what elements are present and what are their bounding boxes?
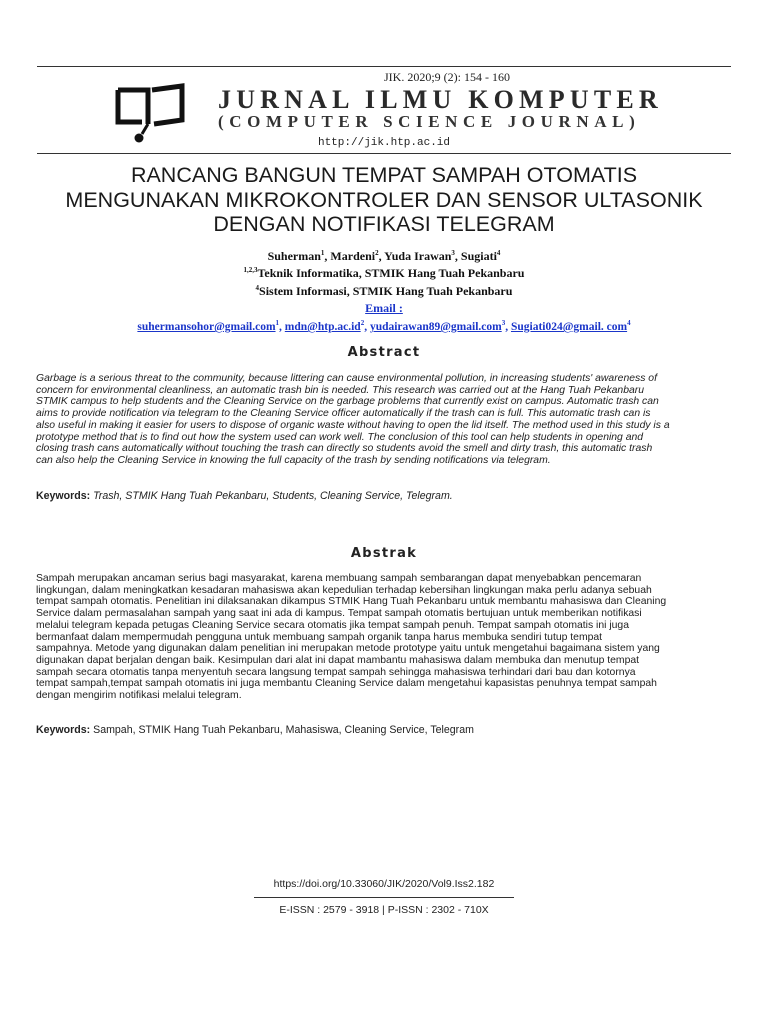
abstrak-heading: Abstrak bbox=[350, 546, 418, 561]
abstract-line: aims to provide notification via telegram to the Cleaning Service officer automatically if the trash can is full. This automatic trash can is bbox=[36, 408, 651, 420]
abstract-line: also useful in making it easier for users to dispose of organic waste without having to open the lid itself. The method used in this study is a bbox=[36, 419, 670, 431]
abstract-line: Garbage is a serious threat to the community, because littering can cause environmental pollution, in increasing students' awareness of bbox=[36, 373, 657, 384]
paper-title bbox=[0, 163, 768, 237]
top-rule bbox=[37, 66, 731, 67]
abstrak-body bbox=[36, 573, 732, 702]
affiliation-1 bbox=[0, 266, 768, 281]
email-heading bbox=[0, 301, 768, 316]
email-superscript: 2 bbox=[360, 319, 365, 327]
author-superscript: 2 bbox=[375, 249, 379, 257]
journal-logo-icon bbox=[112, 80, 188, 144]
keywords-label: Keywords: bbox=[36, 724, 91, 736]
abstract-body bbox=[36, 373, 732, 467]
keywords-text: Sampah, STMIK Hang Tuah Pekanbaru, Mahasiswa, Cleaning Service, Telegram bbox=[93, 724, 474, 736]
abstrak-line: lingkungan, dalam meningkatkan kesadaran mahasiswa akan kepedulian terhadap kebersihan lingkungan maka perlu adanya sebuah bbox=[36, 584, 652, 596]
abstrak-line: dengan mengirim notifikasi melalui telegram. bbox=[36, 690, 242, 702]
email-link[interactable]: yudairawan89@gmail.com bbox=[369, 320, 502, 333]
abstrak-line: melalui telegram kepada petugas Cleaning Service secara otomatis jika tempat sampah penuh. Tempat sampah otomatis ini juga bbox=[36, 619, 629, 631]
affiliation-superscript: 1,2,3 bbox=[243, 266, 258, 274]
abstract-line: STMIK campus to help students and the Cleaning Service on the garbage problems that currently exist on campus. Automatic trash can bbox=[36, 396, 659, 408]
email-label: Email : bbox=[365, 301, 403, 315]
email-link[interactable]: suhermansohor@gmail.com bbox=[137, 320, 276, 333]
abstract-heading: Abstract bbox=[347, 345, 421, 360]
journal-subtitle: (COMPUTER SCIENCE JOURNAL) bbox=[218, 112, 641, 131]
author-superscript: 3 bbox=[451, 249, 455, 257]
header-bottom-rule bbox=[37, 153, 731, 154]
author-list: Suherman$^1$, Mardeni$^2$, Yuda Irawan$^3$, Sugiati$^4$ bbox=[267, 249, 501, 263]
keywords-text: Trash, STMIK Hang Tuah Pekanbaru, Students, Cleaning Service, Telegram. bbox=[93, 490, 453, 502]
paper-title-line: DENGAN NOTIFIKASI TELEGRAM bbox=[213, 212, 555, 236]
affiliation-superscript: 4 bbox=[255, 284, 260, 292]
author-name: Sugiati bbox=[460, 249, 497, 263]
abstrak-line: digunakan dapat berjalan dengan baik. Kesimpulan dari alat ini dapat mambantu mahasiswa dalam membuka dan menutup tempat bbox=[36, 654, 640, 666]
issn-text: E-ISSN : 2579 - 3918 | P-ISSN : 2302 - 710X bbox=[279, 904, 489, 916]
keywords-label: Keywords: bbox=[36, 490, 91, 502]
email-superscript: 4 bbox=[627, 319, 631, 327]
abstrak-line: sampahnya. Metode yang digunakan dalam penelitian ini merupakan metode prototype yaitu untuk mengetahui bagaimana sistem yang bbox=[36, 643, 660, 655]
abstrak-line: Service dalam permasalahan sampah yang saat ini ada di kampus. Tempat sampah otomatis bertujuan untuk memberikan notifikasi bbox=[36, 608, 642, 620]
author-name: Yuda Irawan bbox=[384, 249, 452, 263]
abstract-line: concern for environmental cleanliness, an automatic trash bin is needed. This research was carried out at the Hang Tuah Pekanbaru bbox=[36, 384, 644, 396]
abstrak-keywords bbox=[36, 724, 474, 736]
email-superscript: 3 bbox=[501, 319, 506, 327]
abstract-line: can also help the Cleaning Service in knowing the full capacity of the trash by sending notifications via telegram. bbox=[36, 454, 551, 466]
journal-name: JURNAL ILMU KOMPUTER bbox=[218, 85, 663, 114]
paper-title-line: RANCANG BANGUN TEMPAT SAMPAH OTOMATIS bbox=[130, 163, 638, 187]
abstract-line: prototype method that is to find out how the system used can work well. The conclusion of this tool can help students in opening and bbox=[36, 431, 644, 443]
affiliation-text: Teknik Informatika, STMIK Hang Tuah Pekanbaru bbox=[257, 266, 525, 280]
abstrak-line: Sampah merupakan ancaman serius bagi masyarakat, karena membuang sampah sembarangan dapat menyebabkan pencemaran bbox=[36, 573, 642, 584]
author-name: Mardeni bbox=[330, 249, 376, 263]
author-superscript: 1 bbox=[320, 249, 325, 257]
doi-link[interactable]: https://doi.org/10.33060/JIK/2020/Vol9.Iss2.182 bbox=[273, 878, 495, 890]
abstrak-line: sampah secara otomatis tanpa menyentuh secara langsung tempat sampah sehingga mahasiswa terhindari dari bau dan kotornya bbox=[36, 666, 636, 678]
journal-citation: JIK. 2020;9 (2): 154 - 160 bbox=[384, 70, 510, 84]
email-superscript: 1 bbox=[275, 319, 280, 327]
email-link[interactable]: mdn@htp.ac.id bbox=[284, 320, 361, 333]
abstrak-line: tempat sampah,tempat sampah otomatis ini juga membantu Cleaning Service dalam mengetahui kapasistas penuhnya tempat sampah bbox=[36, 678, 657, 690]
author-superscript: 4 bbox=[496, 249, 501, 257]
abstrak-line: bermanfaat dalam mempermudah pengguna untuk membuang sampah organik tanpa harus membuka sendiri tutup tempat bbox=[36, 631, 603, 643]
journal-url[interactable]: http://jik.htp.ac.id bbox=[317, 137, 451, 149]
abstract-keywords bbox=[36, 490, 453, 502]
affiliation-text: Sistem Informasi, STMIK Hang Tuah Pekanbaru bbox=[259, 284, 513, 298]
abstrak-line: tempat sampah otomatis. Penelitian ini dilaksanakan dikampus STMIK Hang Tuah Pekanbaru untuk membantu mahasiswa dan Cleaning bbox=[36, 596, 667, 608]
paper-title-line: MENGUNAKAN MIKROKONTROLER DAN SENSOR ULTASONIK bbox=[65, 187, 703, 212]
abstract-line: closing trash cans automatically without touching the trash can directly so students avoid the smell and dirty trash, this automatic trash bbox=[36, 443, 653, 455]
author-name: Suherman bbox=[267, 249, 321, 263]
footer-rule bbox=[254, 897, 514, 898]
email-link[interactable]: Sugiati024@gmail. com bbox=[510, 320, 628, 333]
email-list: suhermansohor@gmail.com$^1$, $mdn@htp.ac.id^2$, yudairawan89@gmail.com$^3$, Sugiati024@gmail. com$^4$ bbox=[137, 319, 631, 333]
affiliation-2 bbox=[0, 284, 768, 299]
